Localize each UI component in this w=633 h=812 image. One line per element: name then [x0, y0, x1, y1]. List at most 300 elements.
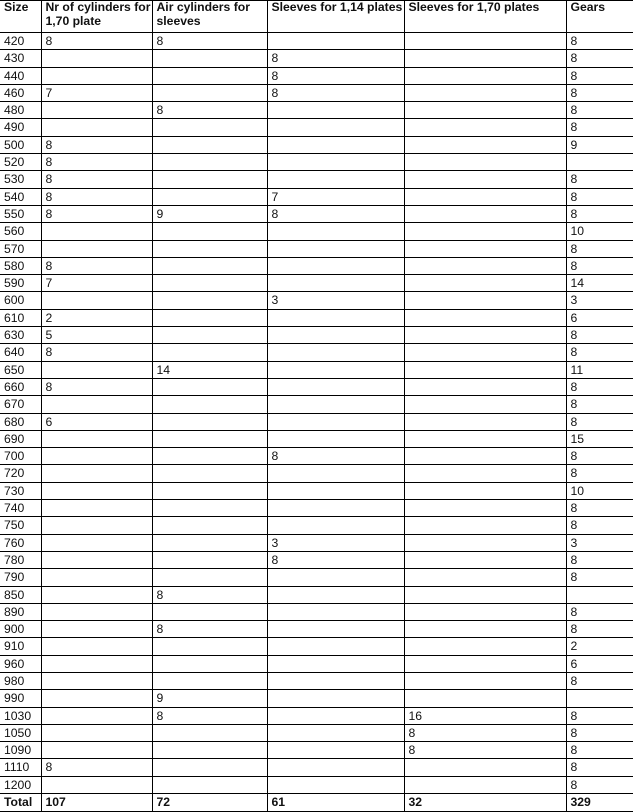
air-cylinders-cell [152, 396, 267, 413]
air-cylinders-cell [152, 742, 267, 759]
air-cylinders-cell [152, 465, 267, 482]
gears-cell: 8 [566, 171, 633, 188]
gears-cell: 8 [566, 205, 633, 222]
table-row [0, 50, 633, 67]
total-label: Total [0, 794, 41, 812]
nr-of-cylinders-cell [41, 465, 152, 482]
sleeves-170-cell [404, 205, 566, 222]
header-sleeves-114: Sleeves for 1,14 plates [267, 1, 404, 33]
gears-cell: 8 [566, 724, 633, 741]
size-cell: 740 [0, 500, 41, 517]
sleeves-170-cell [404, 378, 566, 395]
sleeves-114-cell [267, 586, 404, 603]
sleeves-170-cell: 16 [404, 707, 566, 724]
size-cell: 570 [0, 240, 41, 257]
sleeves-114-cell [267, 707, 404, 724]
gears-cell: 10 [566, 482, 633, 499]
air-cylinders-cell [152, 517, 267, 534]
table-row [0, 482, 633, 499]
nr-of-cylinders-cell: 8 [41, 205, 152, 222]
size-cell: 680 [0, 413, 41, 430]
sleeves-114-cell [267, 413, 404, 430]
nr-of-cylinders-cell [41, 534, 152, 551]
size-cell: 1200 [0, 776, 41, 793]
sleeves-114-cell: 7 [267, 188, 404, 205]
table-row [0, 551, 633, 568]
sleeves-170-cell [404, 102, 566, 119]
gears-cell: 8 [566, 67, 633, 84]
size-cell: 990 [0, 690, 41, 707]
size-cell: 760 [0, 534, 41, 551]
size-cell: 960 [0, 655, 41, 672]
size-cell: 420 [0, 33, 41, 50]
air-cylinders-cell [152, 500, 267, 517]
gears-cell: 10 [566, 223, 633, 240]
sleeves-114-cell [267, 327, 404, 344]
sleeves-114-cell [267, 309, 404, 326]
header-nr-of-cylinders: Nr of cylinders for 1,70 plate [41, 1, 152, 33]
gears-cell: 8 [566, 188, 633, 205]
air-cylinders-cell [152, 154, 267, 171]
air-cylinders-cell [152, 292, 267, 309]
nr-of-cylinders-cell: 7 [41, 275, 152, 292]
table-row [0, 707, 633, 724]
table-row [0, 396, 633, 413]
gears-cell [566, 154, 633, 171]
size-cell: 700 [0, 448, 41, 465]
sleeves-170-cell [404, 84, 566, 101]
air-cylinders-cell [152, 534, 267, 551]
gears-cell: 15 [566, 430, 633, 447]
sleeves-170-cell [404, 448, 566, 465]
gears-cell: 9 [566, 136, 633, 153]
size-cell: 460 [0, 84, 41, 101]
gears-cell: 8 [566, 500, 633, 517]
air-cylinders-cell [152, 257, 267, 274]
nr-of-cylinders-cell [41, 586, 152, 603]
nr-of-cylinders-cell [41, 396, 152, 413]
nr-of-cylinders-cell [41, 655, 152, 672]
sleeves-114-cell [267, 621, 404, 638]
nr-of-cylinders-cell [41, 223, 152, 240]
air-cylinders-cell [152, 275, 267, 292]
nr-of-cylinders-cell [41, 50, 152, 67]
table-row [0, 292, 633, 309]
table-row [0, 413, 633, 430]
size-cell: 850 [0, 586, 41, 603]
size-cell: 780 [0, 551, 41, 568]
table-row [0, 102, 633, 119]
sleeves-170-cell [404, 188, 566, 205]
sleeves-114-cell [267, 344, 404, 361]
nr-of-cylinders-cell [41, 67, 152, 84]
gears-cell: 14 [566, 275, 633, 292]
sleeves-114-cell [267, 257, 404, 274]
air-cylinders-cell: 9 [152, 205, 267, 222]
air-cylinders-cell [152, 240, 267, 257]
sleeves-170-cell [404, 154, 566, 171]
table-row [0, 154, 633, 171]
air-cylinders-cell [152, 84, 267, 101]
nr-of-cylinders-cell: 8 [41, 378, 152, 395]
size-cell: 1050 [0, 724, 41, 741]
table-row [0, 344, 633, 361]
sleeves-114-cell: 8 [267, 84, 404, 101]
air-cylinders-cell: 8 [152, 102, 267, 119]
table-row [0, 223, 633, 240]
size-cell: 980 [0, 672, 41, 689]
nr-of-cylinders-cell: 5 [41, 327, 152, 344]
size-cell: 670 [0, 396, 41, 413]
total-gears: 329 [566, 794, 633, 812]
total-sleeves-114: 61 [267, 794, 404, 812]
sleeves-114-cell [267, 517, 404, 534]
sleeves-170-cell [404, 33, 566, 50]
nr-of-cylinders-cell [41, 551, 152, 568]
table-row [0, 240, 633, 257]
gears-cell: 8 [566, 672, 633, 689]
sleeves-170-cell [404, 482, 566, 499]
air-cylinders-cell [152, 430, 267, 447]
total-sleeves-170: 32 [404, 794, 566, 812]
gears-cell: 8 [566, 517, 633, 534]
air-cylinders-cell: 14 [152, 361, 267, 378]
air-cylinders-cell [152, 603, 267, 620]
table-row [0, 119, 633, 136]
size-cell: 530 [0, 171, 41, 188]
gears-cell: 8 [566, 344, 633, 361]
air-cylinders-cell [152, 638, 267, 655]
sleeves-170-cell [404, 240, 566, 257]
sleeves-170-cell [404, 50, 566, 67]
sleeves-170-cell [404, 569, 566, 586]
header-air-cylinders: Air cylinders for sleeves [152, 1, 267, 33]
gears-cell: 6 [566, 309, 633, 326]
air-cylinders-cell [152, 309, 267, 326]
sleeves-114-cell [267, 430, 404, 447]
sleeves-114-cell [267, 603, 404, 620]
sleeves-170-cell [404, 309, 566, 326]
sleeves-114-cell [267, 500, 404, 517]
gears-cell: 8 [566, 707, 633, 724]
air-cylinders-cell [152, 171, 267, 188]
size-cell: 630 [0, 327, 41, 344]
nr-of-cylinders-cell [41, 707, 152, 724]
sleeves-114-cell [267, 690, 404, 707]
nr-of-cylinders-cell [41, 672, 152, 689]
gears-cell: 8 [566, 327, 633, 344]
size-cell: 500 [0, 136, 41, 153]
sleeves-114-cell [267, 102, 404, 119]
size-cell: 430 [0, 50, 41, 67]
nr-of-cylinders-cell [41, 690, 152, 707]
sleeves-170-cell [404, 361, 566, 378]
gears-cell: 3 [566, 292, 633, 309]
table-row [0, 448, 633, 465]
gears-cell: 8 [566, 569, 633, 586]
sleeves-114-cell: 8 [267, 205, 404, 222]
size-cell: 480 [0, 102, 41, 119]
table-row [0, 690, 633, 707]
sleeves-114-cell [267, 33, 404, 50]
table-row [0, 136, 633, 153]
table-row [0, 33, 633, 50]
gears-cell: 11 [566, 361, 633, 378]
table-row [0, 724, 633, 741]
air-cylinders-cell: 8 [152, 33, 267, 50]
sleeves-170-cell [404, 517, 566, 534]
gears-cell: 8 [566, 378, 633, 395]
table-row [0, 67, 633, 84]
size-cell: 440 [0, 67, 41, 84]
sleeves-114-cell [267, 275, 404, 292]
sleeves-170-cell [404, 672, 566, 689]
air-cylinders-cell [152, 223, 267, 240]
sleeves-170-cell [404, 551, 566, 568]
sleeves-170-cell [404, 465, 566, 482]
gears-cell: 8 [566, 33, 633, 50]
table-row [0, 517, 633, 534]
table-row [0, 638, 633, 655]
size-cell: 550 [0, 205, 41, 222]
air-cylinders-cell: 8 [152, 586, 267, 603]
sleeves-170-cell [404, 500, 566, 517]
gears-cell: 8 [566, 448, 633, 465]
sleeves-170-cell [404, 413, 566, 430]
table-row [0, 742, 633, 759]
gears-cell: 3 [566, 534, 633, 551]
size-cell: 1110 [0, 759, 41, 776]
nr-of-cylinders-cell [41, 448, 152, 465]
sleeves-114-cell [267, 776, 404, 793]
size-cell: 720 [0, 465, 41, 482]
air-cylinders-cell [152, 482, 267, 499]
sleeves-170-cell [404, 327, 566, 344]
table-row [0, 430, 633, 447]
nr-of-cylinders-cell [41, 361, 152, 378]
air-cylinders-cell [152, 188, 267, 205]
sleeves-170-cell [404, 171, 566, 188]
nr-of-cylinders-cell [41, 102, 152, 119]
air-cylinders-cell [152, 378, 267, 395]
table-row [0, 759, 633, 776]
air-cylinders-cell: 8 [152, 707, 267, 724]
table-row [0, 534, 633, 551]
sleeves-114-cell [267, 569, 404, 586]
sleeves-170-cell [404, 638, 566, 655]
sleeves-170-cell [404, 690, 566, 707]
table-row [0, 275, 633, 292]
sleeves-170-cell [404, 534, 566, 551]
sleeves-170-cell [404, 603, 566, 620]
size-cell: 690 [0, 430, 41, 447]
size-cell: 540 [0, 188, 41, 205]
sleeves-114-cell: 3 [267, 292, 404, 309]
sleeves-170-cell [404, 621, 566, 638]
gears-cell: 8 [566, 413, 633, 430]
nr-of-cylinders-cell [41, 482, 152, 499]
sleeves-170-cell [404, 223, 566, 240]
sleeves-114-cell [267, 724, 404, 741]
sleeves-114-cell [267, 119, 404, 136]
size-cell: 490 [0, 119, 41, 136]
nr-of-cylinders-cell: 8 [41, 257, 152, 274]
nr-of-cylinders-cell: 8 [41, 188, 152, 205]
nr-of-cylinders-cell: 6 [41, 413, 152, 430]
air-cylinders-cell: 9 [152, 690, 267, 707]
size-cell: 750 [0, 517, 41, 534]
table-row [0, 84, 633, 101]
size-cell: 1090 [0, 742, 41, 759]
air-cylinders-cell [152, 50, 267, 67]
table-row [0, 171, 633, 188]
sleeves-114-cell [267, 759, 404, 776]
sleeves-170-cell [404, 430, 566, 447]
nr-of-cylinders-cell: 2 [41, 309, 152, 326]
sleeves-170-cell [404, 119, 566, 136]
header-row [0, 1, 633, 33]
sleeves-114-cell [267, 154, 404, 171]
gears-cell: 8 [566, 551, 633, 568]
sleeves-170-cell: 8 [404, 724, 566, 741]
sleeves-170-cell [404, 344, 566, 361]
air-cylinders-cell [152, 776, 267, 793]
size-cell: 790 [0, 569, 41, 586]
table-row [0, 672, 633, 689]
table-row [0, 621, 633, 638]
sleeves-170-cell [404, 655, 566, 672]
sleeves-170-cell: 8 [404, 742, 566, 759]
total-air-cylinders: 72 [152, 794, 267, 812]
sleeves-114-cell [267, 223, 404, 240]
gears-cell: 8 [566, 240, 633, 257]
nr-of-cylinders-cell: 8 [41, 344, 152, 361]
nr-of-cylinders-cell: 8 [41, 759, 152, 776]
table-row [0, 378, 633, 395]
air-cylinders-cell [152, 413, 267, 430]
total-row [0, 794, 633, 812]
size-cell: 650 [0, 361, 41, 378]
sleeves-114-cell [267, 240, 404, 257]
gears-cell: 2 [566, 638, 633, 655]
header-sleeves-170: Sleeves for 1,70 plates [404, 1, 566, 33]
sleeves-114-cell [267, 396, 404, 413]
size-cell: 890 [0, 603, 41, 620]
sleeves-170-cell [404, 67, 566, 84]
air-cylinders-cell [152, 448, 267, 465]
sleeves-114-cell [267, 742, 404, 759]
sleeves-114-cell [267, 482, 404, 499]
table-row [0, 586, 633, 603]
air-cylinders-cell [152, 67, 267, 84]
nr-of-cylinders-cell: 8 [41, 154, 152, 171]
sleeves-114-cell [267, 638, 404, 655]
gears-cell: 8 [566, 50, 633, 67]
air-cylinders-cell [152, 136, 267, 153]
size-cell: 580 [0, 257, 41, 274]
air-cylinders-cell [152, 327, 267, 344]
sleeves-170-cell [404, 776, 566, 793]
sleeves-170-cell [404, 136, 566, 153]
nr-of-cylinders-cell [41, 621, 152, 638]
table-row [0, 776, 633, 793]
size-cell: 600 [0, 292, 41, 309]
nr-of-cylinders-cell: 8 [41, 33, 152, 50]
nr-of-cylinders-cell: 8 [41, 136, 152, 153]
sleeves-114-cell: 3 [267, 534, 404, 551]
table-row [0, 327, 633, 344]
sleeves-114-cell: 8 [267, 50, 404, 67]
sleeves-114-cell [267, 378, 404, 395]
sleeves-114-cell [267, 655, 404, 672]
gears-cell: 8 [566, 759, 633, 776]
nr-of-cylinders-cell [41, 119, 152, 136]
sleeves-170-cell [404, 275, 566, 292]
nr-of-cylinders-cell [41, 776, 152, 793]
table-row [0, 655, 633, 672]
table-row [0, 205, 633, 222]
air-cylinders-cell [152, 551, 267, 568]
size-cell: 590 [0, 275, 41, 292]
sleeves-170-cell [404, 396, 566, 413]
gears-cell: 8 [566, 465, 633, 482]
nr-of-cylinders-cell: 7 [41, 84, 152, 101]
nr-of-cylinders-cell [41, 240, 152, 257]
air-cylinders-cell [152, 759, 267, 776]
gears-cell: 8 [566, 396, 633, 413]
table-row [0, 603, 633, 620]
sleeves-114-cell [267, 672, 404, 689]
sleeves-114-cell [267, 361, 404, 378]
table-row [0, 257, 633, 274]
nr-of-cylinders-cell [41, 430, 152, 447]
air-cylinders-cell: 8 [152, 621, 267, 638]
gears-cell: 8 [566, 119, 633, 136]
nr-of-cylinders-cell [41, 292, 152, 309]
sleeves-114-cell [267, 465, 404, 482]
total-nr-of-cylinders: 107 [41, 794, 152, 812]
air-cylinders-cell [152, 672, 267, 689]
sleeves-114-cell: 8 [267, 448, 404, 465]
nr-of-cylinders-cell [41, 569, 152, 586]
air-cylinders-cell [152, 655, 267, 672]
gears-cell: 8 [566, 621, 633, 638]
table-row [0, 309, 633, 326]
size-cell: 1030 [0, 707, 41, 724]
gears-cell: 8 [566, 257, 633, 274]
table-row [0, 569, 633, 586]
sleeves-114-cell [267, 171, 404, 188]
header-size: Size [0, 1, 41, 33]
gears-cell [566, 690, 633, 707]
table-body [0, 33, 633, 794]
nr-of-cylinders-cell: 8 [41, 171, 152, 188]
table-row [0, 465, 633, 482]
gears-cell: 8 [566, 102, 633, 119]
nr-of-cylinders-cell [41, 742, 152, 759]
sleeves-170-cell [404, 292, 566, 309]
gears-cell [566, 586, 633, 603]
gears-cell: 8 [566, 603, 633, 620]
nr-of-cylinders-cell [41, 517, 152, 534]
nr-of-cylinders-cell [41, 500, 152, 517]
size-cell: 900 [0, 621, 41, 638]
sleeves-114-cell [267, 136, 404, 153]
sleeves-170-cell [404, 257, 566, 274]
sleeves-170-cell [404, 586, 566, 603]
gears-cell: 8 [566, 776, 633, 793]
size-cell: 610 [0, 309, 41, 326]
